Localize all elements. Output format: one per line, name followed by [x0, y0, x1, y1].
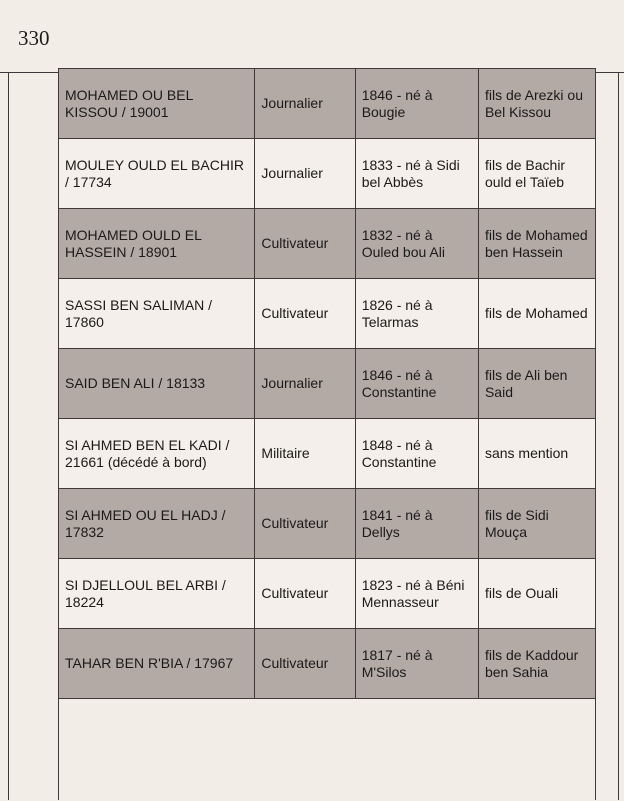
birth-cell: 1826 - né à Telarmas: [355, 279, 478, 349]
table-row: [59, 629, 596, 699]
occupation-cell: Cultivateur: [255, 209, 355, 279]
prisoner-records-table: [58, 68, 596, 699]
occupation-cell: Cultivateur: [255, 279, 355, 349]
name-cell: TAHAR BEN R'BIA / 17967: [59, 629, 255, 699]
table-row: [59, 419, 596, 489]
parentage-cell: fils de Sidi Mouça: [478, 489, 595, 559]
occupation-cell: Cultivateur: [255, 559, 355, 629]
occupation-cell: Cultivateur: [255, 629, 355, 699]
parentage-cell: fils de Bachir ould el Taïeb: [478, 139, 595, 209]
name-cell: SI AHMED BEN EL KADI / 21661 (décédé à bord): [59, 419, 255, 489]
table-row: [59, 209, 596, 279]
table-row: [59, 489, 596, 559]
occupation-cell: Militaire: [255, 419, 355, 489]
frame-right-rule: [618, 72, 619, 800]
birth-cell: 1846 - né à Bougie: [355, 69, 478, 139]
parentage-cell: fils de Mohamed ben Hassein: [478, 209, 595, 279]
parentage-cell: fils de Ouali: [478, 559, 595, 629]
parentage-cell: fils de Kaddour ben Sahia: [478, 629, 595, 699]
birth-cell: 1841 - né à Dellys: [355, 489, 478, 559]
name-cell: MOULEY OULD EL BACHIR / 17734: [59, 139, 255, 209]
birth-cell: 1817 - né à M'Silos: [355, 629, 478, 699]
table-row: [59, 139, 596, 209]
page-number: 330: [18, 26, 50, 50]
birth-cell: 1832 - né à Ouled bou Ali: [355, 209, 478, 279]
parentage-cell: sans mention: [478, 419, 595, 489]
empty-table-area: [58, 690, 596, 800]
occupation-cell: Journalier: [255, 349, 355, 419]
table-row: [59, 559, 596, 629]
name-cell: SI DJELLOUL BEL ARBI / 18224: [59, 559, 255, 629]
occupation-cell: Journalier: [255, 69, 355, 139]
table-row: [59, 69, 596, 139]
birth-cell: 1846 - né à Constantine: [355, 349, 478, 419]
parentage-cell: fils de Mohamed: [478, 279, 595, 349]
birth-cell: 1823 - né à Béni Mennasseur: [355, 559, 478, 629]
birth-cell: 1833 - né à Sidi bel Abbès: [355, 139, 478, 209]
name-cell: SAID BEN ALI / 18133: [59, 349, 255, 419]
occupation-cell: Journalier: [255, 139, 355, 209]
name-cell: MOHAMED OULD EL HASSEIN / 18901: [59, 209, 255, 279]
records-body: [59, 69, 596, 699]
frame-left-rule: [8, 72, 9, 800]
birth-cell: 1848 - né à Constantine: [355, 419, 478, 489]
occupation-cell: Cultivateur: [255, 489, 355, 559]
parentage-cell: fils de Ali ben Said: [478, 349, 595, 419]
name-cell: SASSI BEN SALIMAN / 17860: [59, 279, 255, 349]
name-cell: MOHAMED OU BEL KISSOU / 19001: [59, 69, 255, 139]
parentage-cell: fils de Arezki ou Bel Kissou: [478, 69, 595, 139]
name-cell: SI AHMED OU EL HADJ / 17832: [59, 489, 255, 559]
table-row: [59, 279, 596, 349]
table-row: [59, 349, 596, 419]
